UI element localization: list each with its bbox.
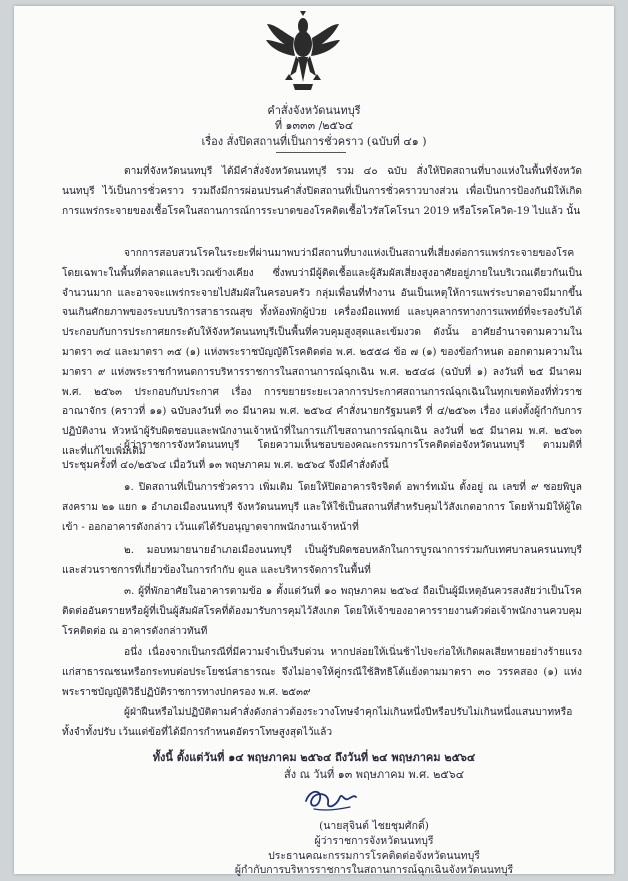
paragraph-governor-order: ผู้ว่าราชการจังหวัดนนทบุรี โดยความเห็นชอบของคณะกรรมการโรคติดต่อจังหวัดนนทบุรี ตามมติที่ประชุมครั้งที่ ๔๐/๒๕๖๔ เมื่อวันที่ ๑๓ พฤษภาคม พ.ศ. ๒๕๖๔ จึงมีคำสั่งดังนี้ [62,440,582,471]
garuda-emblem [263,10,343,92]
signatory-name: (นายสุจินต์ ไชยชุมศักดิ์) [319,820,429,832]
paragraph-background: ตามที่จังหวัดนนทบุรี ได้มีคำสั่งจังหวัดนนทบุรี รวม ๔๐ ฉบับ สั่งให้ปิดสถานที่บางแห่งในพื้นที่จังหวัดนนทบุรี ไว้เป็นการชั่วคราว รวมถึงมีการผ่อนปรนคำสั่งปิดสถานที่เป็นการชั่วคราวบางส่วน เพื่อเป็นการป้องกันมิให้เกิดการแพร่กระจายของเชื้อโรคในสถานการณ์การระบาดของโรคติดเชื้อไวรัสโคโรนา 2019 หรือโรคโควิด-19 ไปแล้ว นั้น [62,166,582,217]
paragraph-penalty: ผู้ฝ่าฝืนหรือไม่ปฏิบัติตามคำสั่งดังกล่าวต้องระวางโทษจำคุกไม่เกินหนึ่งปีหรือปรับไม่เกินหนึ่งแสนบาทหรือทั้งจำทั้งปรับ เว้นแต่ข้อที่ได้มีการกำหนดอัตราโทษสูงสุดไว้แล้ว [62,707,573,738]
signatory-title-governor: ผู้ว่าราชการจังหวัดนนทบุรี [314,835,434,847]
signatory-title-emergency: ผู้กำกับการบริหารราชการในสถานการณ์ฉุกเฉินจังหวัดนนทบุรี [234,864,514,876]
header-divider [276,152,346,153]
ordered-date: สั่ง ณ วันที่ ๑๓ พฤษภาคม พ.ศ. ๒๕๖๔ [283,768,465,781]
order-number: ที่ ๑๓๓๓ /๒๕๖๔ [274,119,354,132]
order-item-1: ๑. ปิดสถานที่เป็นการชั่วคราว เพิ่มเติม โดยให้ปิดอาคารจิรจิตต์ อพาร์ทเม้น ตั้งอยู่ ณ เลขที่ ๙ ซอยพิบูลสงคราม ๒๑ แยก ๑ อำเภอเมืองนนทบุรี จังหวัดนนทบุรี และให้ใช้เป็นสถานที่สำหรับคุมไว้สังเกตอาการ โดยห้ามมิให้ผู้ใดเข้า - ออกอาคารดังกล่าว เว้นแต่ได้รับอนุญาตจากพนักงานเจ้าหน้าที่ [62,482,582,533]
order-item-3: ๓. ผู้ที่พักอาศัยในอาคารตามข้อ ๑ ตั้งแต่วันที่ ๑๐ พฤษภาคม ๒๕๖๔ ถือเป็นผู้มีเหตุอันควรสงสัยว่าเป็นโรคติดต่ออันตรายหรือผู้ที่เป็นผู้สัมผัสโรคที่ต้องมารับการคุมไว้สังเกต โดยให้เจ้าของอาคารรายงานตัวต่อเจ้าพนักงานควบคุมโรคติดต่อ ณ อาคารดังกล่าวทันที [62,586,582,637]
paragraph-urgency: อนึ่ง เนื่องจากเป็นกรณีที่มีความจำเป็นรีบด่วน หากปล่อยให้เนิ่นช้าไปจะก่อให้เกิดผลเสียหายอย่างร้ายแรงแก่สาธารณชนหรือกระทบต่อประโยชน์สาธารณะ จึงไม่อาจให้คู่กรณีใช้สิทธิโต้แย้งตามมาตรา ๓๐ วรรคสอง (๑) แห่งพระราชบัญญัติวิธีปฏิบัติราชการทางปกครอง พ.ศ. ๒๕๓๙ [62,647,582,698]
handwritten-signature [300,783,360,815]
signatory-title-committee: ประธานคณะกรรมการโรคติดต่อจังหวัดนนทบุรี [268,850,480,862]
order-subject: เรื่อง สั่งปิดสถานที่เป็นการชั่วคราว (ฉบับที่ ๔๑ ) [201,135,427,148]
effective-period: ทั้งนี้ ตั้งแต่วันที่ ๑๔ พฤษภาคม ๒๕๖๔ ถึงวันที่ ๒๔ พฤษภาคม ๒๕๖๔ [152,751,476,764]
order-item-2: ๒. มอบหมายนายอำเภอเมืองนนทบุรี เป็นผู้รับผิดชอบหลักในการบูรณาการร่วมกับเทศบาลนครนนทบุรี และส่วนราชการที่เกี่ยวข้องในการกำกับ ดูแล และบริหารจัดการในพื้นที่ [62,545,582,576]
order-title: คำสั่งจังหวัดนนทบุรี [267,104,361,117]
paragraph-reasoning: จากการสอบสวนโรคในระยะที่ผ่านมาพบว่ามีสถานที่บางแห่งเป็นสถานที่เสี่ยงต่อการแพร่กระจายของโรค โดยเฉพาะในพื้นที่ตลาดและบริเวณข้างเคียง ซึ่งพบว่ามีผู้ติดเชื้อและผู้สัมผัสเสี่ยงสูงอาศัยอยู่ภายในบริเวณเดียวกันเป็นจำนวนมาก และอาจจะแพร่กระจายไปสัมผัสในครอบครัว กลุ่มเพื่อนที่ทำงาน อันเป็นเหตุให้การแพร่ระบาดอาจมีมากขึ้นจนเกินศักยภาพของระบบบริการสาธารณสุข ทั้งห้องพักผู้ป่วย เครื่องมือแพทย์ และบุคลากรทางการแพทย์ที่จะรองรับได้ ประกอบกับการประกาศยกระดับให้จังหวัดนนทบุรีเป็นพื้นที่ควบคุมสูงสุดและเข้มงวด ดังนั้น อาศัยอำนาจตามความในมาตรา ๓๔ และมาตรา ๓๕ (๑) แห่งพระราชบัญญัติโรคติดต่อ พ.ศ. ๒๕๕๘ ข้อ ๗ (๑) ของข้อกำหนด ออกตามความในมาตรา ๙ แห่งพระราชกำหนดการบริหารราชการในสถานการณ์ฉุกเฉิน พ.ศ. ๒๕๔๘ (ฉบับที่ ๑) ลงวันที่ ๒๕ มีนาคม พ.ศ. ๒๕๖๓ ประกอบกับประกาศ เรื่อง การขยายระยะเวลาการประกาศสถานการณ์ฉุกเฉินในทุกเขตท้องที่ทั่วราชอาณาจักร (คราวที่ ๑๑) ฉบับลงวันที่ ๓๐ มีนาคม พ.ศ. ๒๕๖๔ คำสั่งนายกรัฐมนตรี ที่ ๔/๒๕๖๓ เรื่อง แต่งตั้งผู้กำกับการปฏิบัติงาน หัวหน้าผู้รับผิดชอบและพนักงานเจ้าหน้าที่ในการแก้ไขสถานการณ์ฉุกเฉิน ลงวันที่ ๒๕ มีนาคม พ.ศ. ๒๕๖๓ และที่แก้ไขเพิ่มเติม [62,248,582,457]
